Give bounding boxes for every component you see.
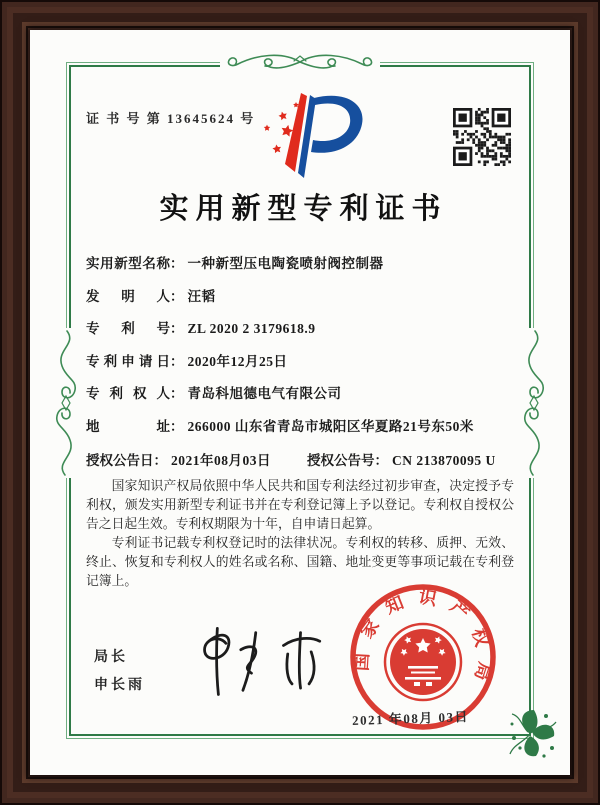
field-label: 专利申请日 xyxy=(86,353,170,369)
director-signature xyxy=(180,622,340,702)
signer-block xyxy=(94,644,145,700)
seal-date: 2021 年08月 03日 xyxy=(351,708,470,729)
signer-name: 申长雨 xyxy=(94,678,145,693)
grant-date-label: 授权公告日 xyxy=(86,453,154,468)
grant-number-value: CN 213870095 U xyxy=(392,453,496,468)
field-value: 一种新型压电陶瓷喷射阀控制器 xyxy=(187,256,384,271)
grant-row xyxy=(86,449,516,469)
field-patentee xyxy=(86,384,516,403)
qr-code-icon xyxy=(453,108,511,166)
grant-number-label: 授权公告号 xyxy=(307,453,375,468)
colon: ： xyxy=(170,418,184,434)
colon: ： xyxy=(170,353,184,369)
field-value: 2020年12月25日 xyxy=(187,353,288,369)
certificate-title: 实用新型专利证书 xyxy=(159,193,448,225)
field-value: 266000 山东省青岛市城阳区华夏路21号东50米 xyxy=(187,418,474,434)
seal-text: 国家知识产权局 xyxy=(351,586,496,696)
field-label: 专利权人 xyxy=(86,386,170,401)
colon: ： xyxy=(170,386,184,401)
field-label: 实用新型名称 xyxy=(86,256,170,271)
legal-paragraph-2: 专利证书记载专利权登记时的法律状况。专利权的转移、质押、无效、终止、恢复和专利权人的姓名或名称、国籍、地址变更等事项记载在专利登记簿上。 xyxy=(86,536,514,588)
field-list xyxy=(86,254,516,449)
national-emblem-icon xyxy=(385,624,461,700)
legal-text xyxy=(86,477,514,591)
field-utility-model-name xyxy=(86,254,516,273)
field-address xyxy=(86,417,516,436)
right-flourish-icon xyxy=(519,328,549,478)
grant-date-value: 2021年08月03日 xyxy=(171,453,271,468)
left-flourish-icon xyxy=(51,328,81,478)
field-patent-number xyxy=(86,319,516,338)
field-label: 地址 xyxy=(86,418,170,434)
colon: ： xyxy=(374,453,388,468)
signer-title: 局长 xyxy=(94,650,128,665)
corner-leaves-icon xyxy=(500,702,562,764)
field-filing-date xyxy=(86,352,516,371)
top-flourish-icon xyxy=(220,47,380,77)
certificate-paper xyxy=(30,30,570,775)
field-label: 发明人 xyxy=(86,288,170,304)
colon: ： xyxy=(153,453,167,468)
field-value: ZL 2020 2 3179618.9 xyxy=(187,321,316,336)
field-value: 青岛科旭德电气有限公司 xyxy=(187,386,342,401)
field-label: 专利号 xyxy=(86,321,170,336)
field-value: 汪韬 xyxy=(187,288,216,304)
colon: ： xyxy=(170,288,184,304)
colon: ： xyxy=(170,321,184,336)
legal-paragraph-1: 国家知识产权局依照中华人民共和国专利法经过初步审查，决定授予专利权，颁发实用新型专利证书并在专利登记簿上予以登记。专利权自授权公告之日起生效。专利权期限为十年，自申请日起算。 xyxy=(86,479,514,531)
certificate-number: 证 书 号 第 13645624 号 xyxy=(86,111,256,126)
colon: ： xyxy=(170,256,184,271)
patent-office-logo-icon xyxy=(254,90,374,182)
field-inventor xyxy=(86,287,516,306)
